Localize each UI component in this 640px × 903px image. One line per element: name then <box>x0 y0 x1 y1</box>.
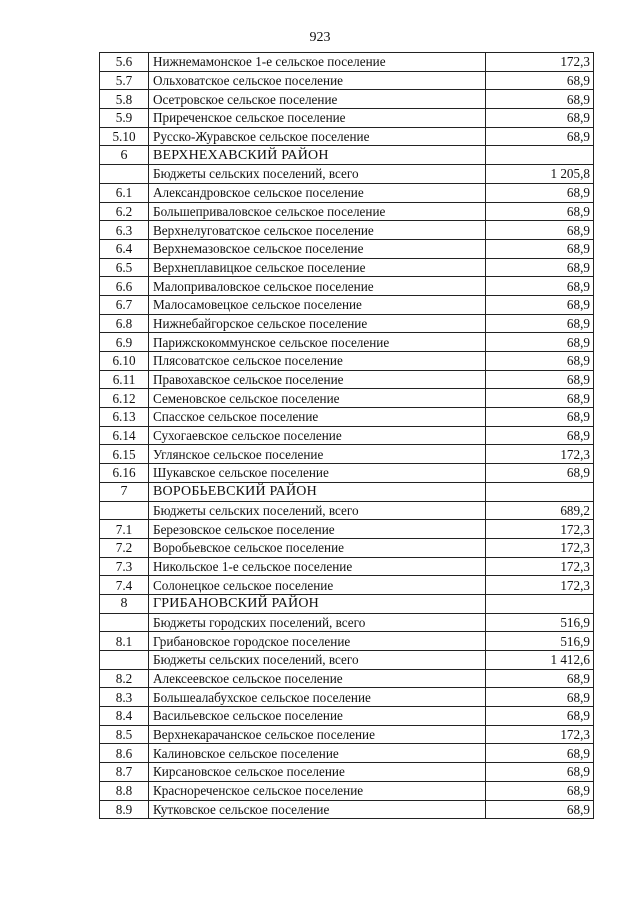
row-name-cell: Кирсановское сельское поселение <box>149 763 486 782</box>
row-name-cell: Алексеевское сельское поселение <box>149 669 486 688</box>
row-name-cell: Верхнеплавицкое сельское поселение <box>149 258 486 277</box>
row-value-cell: 68,9 <box>486 408 594 427</box>
table-row <box>100 239 594 258</box>
table-row <box>100 127 594 146</box>
row-value-cell: 68,9 <box>486 258 594 277</box>
table-row <box>100 71 594 90</box>
table-row <box>100 408 594 427</box>
row-value-cell: 172,3 <box>486 445 594 464</box>
row-value-cell: 68,9 <box>486 389 594 408</box>
table-row <box>100 277 594 296</box>
row-number-cell: 6.5 <box>100 258 149 277</box>
row-name-cell: Сухогаевское сельское поселение <box>149 426 486 445</box>
row-value-cell <box>486 146 594 165</box>
row-value-cell: 68,9 <box>486 707 594 726</box>
table-row <box>100 557 594 576</box>
row-value-cell: 172,3 <box>486 557 594 576</box>
row-number-cell: 7.1 <box>100 520 149 539</box>
row-number-cell: 6.15 <box>100 445 149 464</box>
row-value-cell: 516,9 <box>486 632 594 651</box>
row-number-cell: 6.13 <box>100 408 149 427</box>
row-name-cell: Ольховатское сельское поселение <box>149 71 486 90</box>
row-value-cell: 68,9 <box>486 744 594 763</box>
row-value-cell: 172,3 <box>486 538 594 557</box>
row-number-cell: 8.5 <box>100 725 149 744</box>
row-value-cell: 68,9 <box>486 426 594 445</box>
row-name-cell: Малоприваловское сельское поселение <box>149 277 486 296</box>
table-row <box>100 445 594 464</box>
total-row <box>100 165 594 184</box>
row-value-cell: 1 205,8 <box>486 165 594 184</box>
row-name-cell: Приреченское сельское поселение <box>149 109 486 128</box>
table-row <box>100 90 594 109</box>
row-number-cell: 7 <box>100 482 149 501</box>
row-name-cell: Никольское 1-е сельское поселение <box>149 557 486 576</box>
row-number-cell: 6.14 <box>100 426 149 445</box>
row-name-cell: Грибановское городское поселение <box>149 632 486 651</box>
table-row <box>100 688 594 707</box>
row-name-cell: Русско-Журавское сельское поселение <box>149 127 486 146</box>
row-number-cell: 8.3 <box>100 688 149 707</box>
row-value-cell: 68,9 <box>486 669 594 688</box>
row-value-cell: 68,9 <box>486 277 594 296</box>
row-value-cell: 68,9 <box>486 239 594 258</box>
row-value-cell: 172,3 <box>486 725 594 744</box>
table-row <box>100 389 594 408</box>
row-value-cell: 68,9 <box>486 127 594 146</box>
row-value-cell: 68,9 <box>486 183 594 202</box>
row-name-cell: Углянское сельское поселение <box>149 445 486 464</box>
district-row <box>100 146 594 165</box>
table-row <box>100 781 594 800</box>
row-name-cell: Васильевское сельское поселение <box>149 707 486 726</box>
table-row <box>100 314 594 333</box>
table-row <box>100 109 594 128</box>
row-number-cell <box>100 651 149 670</box>
row-number-cell <box>100 165 149 184</box>
row-value-cell <box>486 594 594 613</box>
district-row <box>100 482 594 501</box>
row-number-cell: 8.6 <box>100 744 149 763</box>
row-name-cell: Бюджеты сельских поселений, всего <box>149 651 486 670</box>
row-value-cell: 689,2 <box>486 501 594 520</box>
table-row <box>100 669 594 688</box>
row-number-cell: 7.2 <box>100 538 149 557</box>
row-value-cell: 172,3 <box>486 576 594 595</box>
table-row <box>100 183 594 202</box>
row-number-cell: 5.6 <box>100 53 149 72</box>
row-name-cell: ГРИБАНОВСКИЙ РАЙОН <box>149 594 486 613</box>
row-number-cell: 8.4 <box>100 707 149 726</box>
row-name-cell: Верхнелуговатское сельское поселение <box>149 221 486 240</box>
row-value-cell: 68,9 <box>486 71 594 90</box>
row-name-cell: Нижнебайгорское сельское поселение <box>149 314 486 333</box>
row-number-cell <box>100 613 149 632</box>
row-value-cell: 68,9 <box>486 781 594 800</box>
row-name-cell: Семеновское сельское поселение <box>149 389 486 408</box>
row-name-cell: Бюджеты городских поселений, всего <box>149 613 486 632</box>
row-number-cell: 6.4 <box>100 239 149 258</box>
row-number-cell: 6.12 <box>100 389 149 408</box>
row-name-cell: Большеприваловское сельское поселение <box>149 202 486 221</box>
row-name-cell: ВОРОБЬЕВСКИЙ РАЙОН <box>149 482 486 501</box>
row-number-cell: 8.1 <box>100 632 149 651</box>
row-name-cell: Шукавское сельское поселение <box>149 464 486 483</box>
table-row <box>100 707 594 726</box>
table-row <box>100 464 594 483</box>
row-value-cell: 68,9 <box>486 352 594 371</box>
table-row <box>100 744 594 763</box>
table-row <box>100 53 594 72</box>
row-number-cell: 8.9 <box>100 800 149 819</box>
row-number-cell: 5.9 <box>100 109 149 128</box>
row-name-cell: Бюджеты сельских поселений, всего <box>149 501 486 520</box>
row-name-cell: Бюджеты сельских поселений, всего <box>149 165 486 184</box>
row-value-cell: 68,9 <box>486 800 594 819</box>
table-row <box>100 538 594 557</box>
table-row <box>100 258 594 277</box>
row-name-cell: Верхнемазовское сельское поселение <box>149 239 486 258</box>
row-name-cell: Воробьевское сельское поселение <box>149 538 486 557</box>
row-value-cell: 172,3 <box>486 520 594 539</box>
budget-table <box>99 52 594 819</box>
row-value-cell: 68,9 <box>486 221 594 240</box>
row-number-cell: 6.10 <box>100 352 149 371</box>
row-name-cell: ВЕРХНЕХАВСКИЙ РАЙОН <box>149 146 486 165</box>
table-row <box>100 202 594 221</box>
row-number-cell: 6.16 <box>100 464 149 483</box>
row-number-cell: 6.3 <box>100 221 149 240</box>
row-value-cell: 68,9 <box>486 333 594 352</box>
table-row <box>100 426 594 445</box>
table-row <box>100 352 594 371</box>
row-name-cell: Краснореченское сельское поселение <box>149 781 486 800</box>
row-number-cell: 5.10 <box>100 127 149 146</box>
row-number-cell: 5.7 <box>100 71 149 90</box>
row-number-cell: 6.1 <box>100 183 149 202</box>
row-name-cell: Осетровское сельское поселение <box>149 90 486 109</box>
row-number-cell: 5.8 <box>100 90 149 109</box>
row-name-cell: Малосамовецкое сельское поселение <box>149 295 486 314</box>
row-value-cell: 68,9 <box>486 763 594 782</box>
row-number-cell: 6.6 <box>100 277 149 296</box>
row-name-cell: Кутковское сельское поселение <box>149 800 486 819</box>
row-number-cell: 6.9 <box>100 333 149 352</box>
budget-table-body <box>100 53 594 819</box>
row-name-cell: Калиновское сельское поселение <box>149 744 486 763</box>
row-name-cell: Плясоватское сельское поселение <box>149 352 486 371</box>
table-row <box>100 370 594 389</box>
row-value-cell <box>486 482 594 501</box>
row-value-cell: 172,3 <box>486 53 594 72</box>
table-row <box>100 800 594 819</box>
row-value-cell: 68,9 <box>486 314 594 333</box>
row-value-cell: 516,9 <box>486 613 594 632</box>
table-row <box>100 221 594 240</box>
table-row <box>100 520 594 539</box>
row-name-cell: Березовское сельское поселение <box>149 520 486 539</box>
row-number-cell: 7.3 <box>100 557 149 576</box>
row-number-cell: 6.11 <box>100 370 149 389</box>
row-name-cell: Александровское сельское поселение <box>149 183 486 202</box>
total-row <box>100 613 594 632</box>
row-value-cell: 68,9 <box>486 202 594 221</box>
total-row <box>100 651 594 670</box>
table-row <box>100 295 594 314</box>
district-row <box>100 594 594 613</box>
row-value-cell: 1 412,6 <box>486 651 594 670</box>
row-name-cell: Солонецкое сельское поселение <box>149 576 486 595</box>
row-number-cell: 7.4 <box>100 576 149 595</box>
row-value-cell: 68,9 <box>486 90 594 109</box>
row-number-cell: 8 <box>100 594 149 613</box>
row-value-cell: 68,9 <box>486 688 594 707</box>
row-value-cell: 68,9 <box>486 295 594 314</box>
row-number-cell: 8.2 <box>100 669 149 688</box>
table-row <box>100 763 594 782</box>
row-number-cell: 6.7 <box>100 295 149 314</box>
row-number-cell: 8.7 <box>100 763 149 782</box>
row-value-cell: 68,9 <box>486 464 594 483</box>
row-number-cell: 6 <box>100 146 149 165</box>
row-number-cell <box>100 501 149 520</box>
row-number-cell: 6.2 <box>100 202 149 221</box>
row-number-cell: 8.8 <box>100 781 149 800</box>
page-number: 923 <box>309 30 331 45</box>
table-row <box>100 725 594 744</box>
row-value-cell: 68,9 <box>486 109 594 128</box>
row-name-cell: Большеалабухское сельское поселение <box>149 688 486 707</box>
table-row <box>100 333 594 352</box>
row-number-cell: 6.8 <box>100 314 149 333</box>
table-row <box>100 632 594 651</box>
table-row <box>100 576 594 595</box>
row-name-cell: Спасское сельское поселение <box>149 408 486 427</box>
row-name-cell: Парижскокоммунское сельское поселение <box>149 333 486 352</box>
row-name-cell: Верхнекарачанское сельское поселение <box>149 725 486 744</box>
row-name-cell: Правохавское сельское поселение <box>149 370 486 389</box>
row-value-cell: 68,9 <box>486 370 594 389</box>
total-row <box>100 501 594 520</box>
row-name-cell: Нижнемамонское 1-е сельское поселение <box>149 53 486 72</box>
